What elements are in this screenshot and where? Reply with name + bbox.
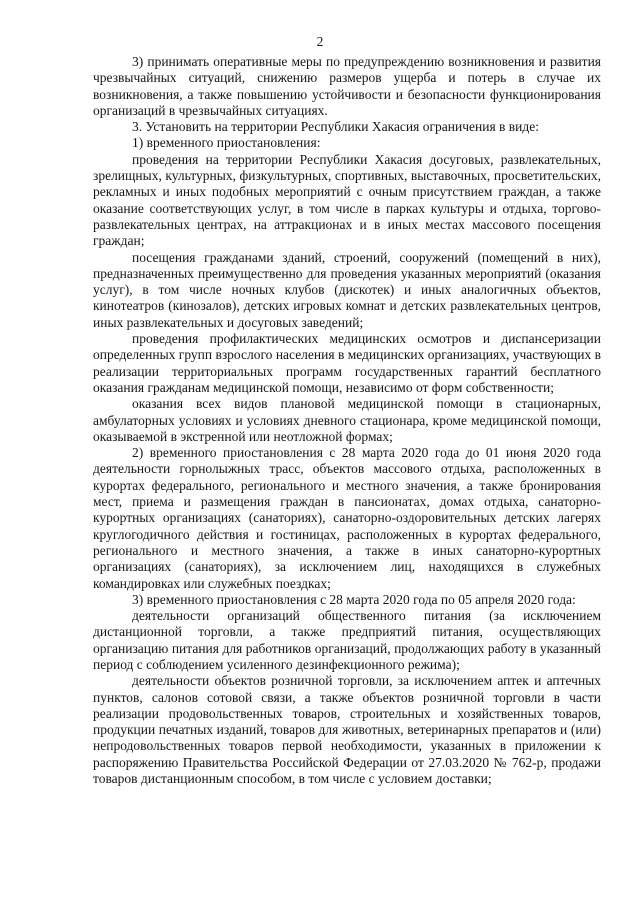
paragraph-medical-checkups: проведения профилактических медицинских осмотров и диспансеризации определенных групп взрослого населения в медицинских организациях, участвующих в реализации территориальных программ государственных гарантий бесплатного оказания гражданам медицинской помощи, независимо от форм собственности; (93, 331, 601, 395)
page-number: 2 (316, 34, 324, 49)
paragraph-retail: деятельности объектов розничной торговли, за исключением аптек и аптечных пунктов, салонов сотовой связи, а также объектов розничной торговли в части реализации продовольственных товаров, строительных и хозяйственных товаров, продукции печатных изданий, товаров для животных, ветеринарных препаратов и (или) непродовольственных товаров первой необходимости, указанных в приложении к распоряжению Правительства Российской Федерации от 27.03.2020 № 762-р, продажи товаров дистанционным способом, в том числе с условием доставки; (93, 673, 601, 787)
document-body (93, 54, 601, 787)
paragraph-events: проведения на территории Республики Хакасия досуговых, развлекательных, зрелищных, культурных, физкультурных, спортивных, выставочных, просветительских, рекламных и иных подобных мероприятий с очным присутствием граждан, а также оказание соответствующих услуг, в том числе в парках культуры и отдыха, торгово-развлекательных центрах, на аттракционах и в иных местах массового посещения граждан; (93, 151, 601, 249)
paragraph-venues: посещения гражданами зданий, строений, сооружений (помещений в них), предназначенных преимущественно для проведения указанных мероприятий (оказания услуг), в том числе ночных клубов (дискотек) и иных аналогичных объектов, кинотеатров (кинозалов), детских игровых комнат и детских развлекательных центров, иных развлекательных и досуговых заведений; (93, 249, 601, 330)
paragraph-planned-care: оказания всех видов плановой медицинской помощи в стационарных, амбулаторных условиях и условиях дневного стационара, кроме медицинской помощи, оказываемой в экстренной или неотложной формах; (93, 396, 601, 444)
paragraph-catering: деятельности организаций общественного питания (за исключением дистанционной торговли, а также предприятий питания, осуществляющих организацию питания для работников организаций, продолжающих работу в указанный период с соблюдением усиленного дезинфекционного режима); (93, 608, 601, 672)
paragraph-measures: 3) принимать оперативные меры по предупреждению возникновения и развития чрезвычайных ситуаций, снижению размеров ущерба и потерь в случае их возникновения, а также повышению устойчивости и безопасности функционирования организаций в чрезвычайных ситуациях. (93, 54, 601, 118)
paragraph-suspension-april: 3) временного приостановления с 28 марта 2020 года по 05 апреля 2020 года: (132, 591, 576, 607)
paragraph-temporary-suspension: 1) временного приостановления: (132, 135, 321, 151)
paragraph-resorts: 2) временного приостановления с 28 марта 2020 года до 01 июня 2020 года деятельности горнолыжных трасс, объектов массового отдыха, расположенных в курортах федерального, регионального и местного значения, а также бронирования мест, приема и размещения граждан в пансионатах, домах отдыха, санаторно-курортных организациях (санаториях), санаторно-оздоровительных детских лагерях круглогодичного действия и гостиницах, расположенных в курортах федерального, регионального и местного значения, а также в иных санаторно-курортных организациях (санаториях), за исключением лиц, находящихся в служебных командировках или служебных поездках; (93, 445, 601, 591)
paragraph-restrictions-heading: 3. Установить на территории Республики Хакасия ограничения в виде: (132, 119, 539, 135)
